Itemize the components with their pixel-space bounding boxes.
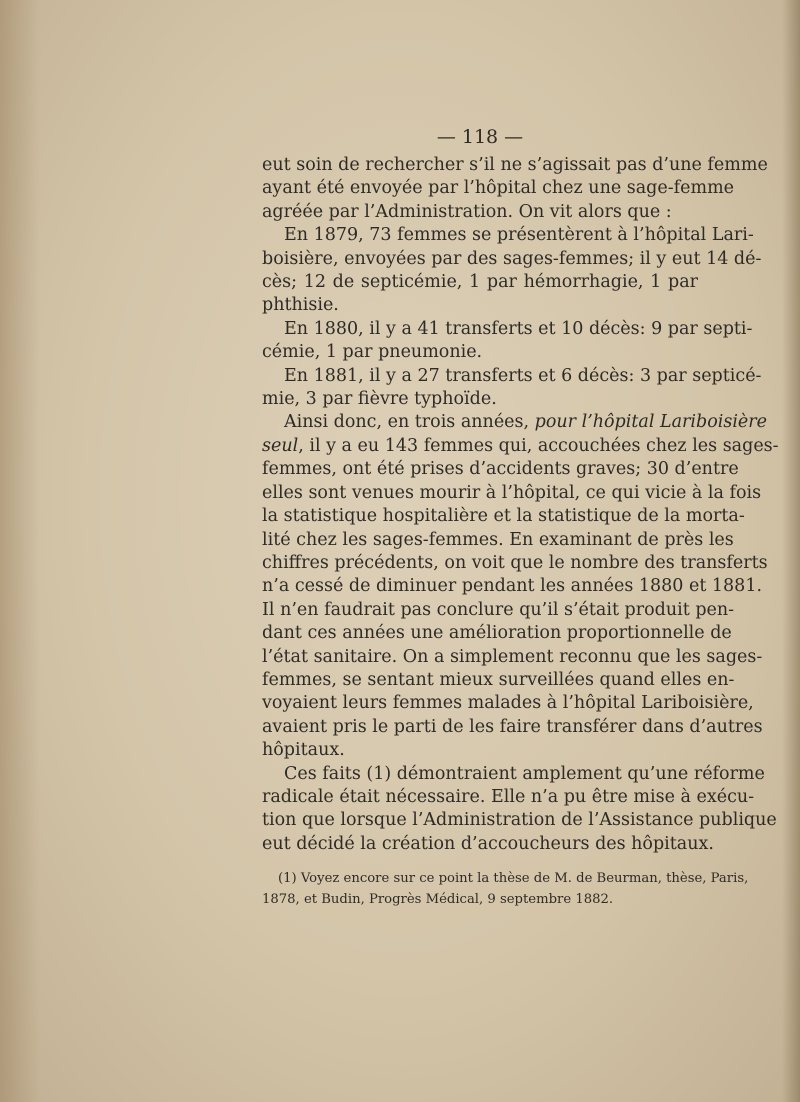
- text-line: boisière, envoyées par des sages-femmes; il y eut 14 dé-: [262, 248, 762, 269]
- italic-run: pour l’hôpital Lariboisière: [534, 412, 767, 433]
- text-line: En 1879, 73 femmes se présentèrent à l’hôpital Lari-: [284, 225, 754, 246]
- text-run: Ainsi donc, en trois années,: [284, 412, 530, 433]
- footnote: [262, 868, 749, 910]
- page-number: — 118 —: [436, 126, 524, 148]
- text-line: cès; 12 de septicémie, 1 par hémorrhagie, 1 par: [262, 272, 698, 293]
- text-line: voyaient leurs femmes malades à l’hôpital Lariboisière,: [262, 693, 754, 714]
- text-run: , il y a eu 143 femmes qui, accouchées chez les sages-: [298, 435, 779, 456]
- footnote-line: (1) Voyez encore sur ce point la thèse de M. de Beurman, thèse, Paris,: [278, 871, 749, 887]
- text-line: avaient pris le parti de les faire transférer dans d’autres: [262, 716, 763, 737]
- page-edge-shadow-left: [0, 0, 40, 1102]
- text-line: eut soin de rechercher s’il ne s’agissait pas d’une femme: [262, 155, 768, 175]
- italic-run: seul: [262, 435, 299, 456]
- text-line: femmes, ont été prises d’accidents graves; 30 d’entre: [262, 459, 739, 480]
- text-line: hôpitaux.: [262, 740, 345, 761]
- text-line: n’a cessé de diminuer pendant les années 1880 et 1881.: [262, 576, 763, 597]
- text-line: eut décidé la création d’accoucheurs des hôpitaux.: [262, 833, 714, 854]
- text-line: ayant été envoyée par l’hôpital chez une sage-femme: [262, 178, 735, 199]
- text-line: phthisie.: [262, 295, 339, 316]
- text-line: En 1880, il y a 41 transferts et 10 décès: 9 par septi-: [284, 318, 753, 339]
- text-line: mie, 3 par fièvre typhoïde.: [262, 389, 497, 410]
- text-line: chiffres précédents, on voit que le nombre des transferts: [262, 552, 768, 573]
- text-line: Il n’en faudrait pas conclure qu’il s’était produit pen-: [262, 599, 735, 620]
- text-line: agréée par l’Administration. On vit alors que :: [262, 201, 672, 222]
- text-line: radicale était nécessaire. Elle n’a pu être mise à exécu-: [262, 786, 755, 807]
- text-block: [262, 124, 779, 910]
- text-line: Ces faits (1) démontraient amplement qu’une réforme: [284, 763, 765, 784]
- text-line: elles sont venues mourir à l’hôpital, ce qui vicie à la fois: [262, 482, 762, 503]
- footnote-line: 1878, et Budin, Progrès Médical, 9 septembre 1882.: [262, 892, 614, 908]
- text-line: l’état sanitaire. On a simplement reconnu que les sages-: [262, 646, 763, 667]
- text-line: lité chez les sages-femmes. En examinant de près les: [262, 529, 734, 550]
- text-line: cémie, 1 par pneumonie.: [262, 342, 483, 363]
- text-line: En 1881, il y a 27 transferts et 6 décès: 3 par septicé-: [284, 365, 762, 386]
- text-line: [262, 435, 779, 458]
- text-line: [262, 411, 767, 434]
- text-line: tion que lorsque l’Administration de l’Assistance publique: [262, 810, 777, 831]
- text-line: dant ces années une amélioration proportionnelle de: [262, 623, 732, 644]
- page-edge-shadow-right: [782, 0, 800, 1102]
- text-line: femmes, se sentant mieux surveillées quand elles en-: [262, 669, 735, 690]
- text-line: la statistique hospitalière et la statistique de la morta-: [262, 506, 745, 527]
